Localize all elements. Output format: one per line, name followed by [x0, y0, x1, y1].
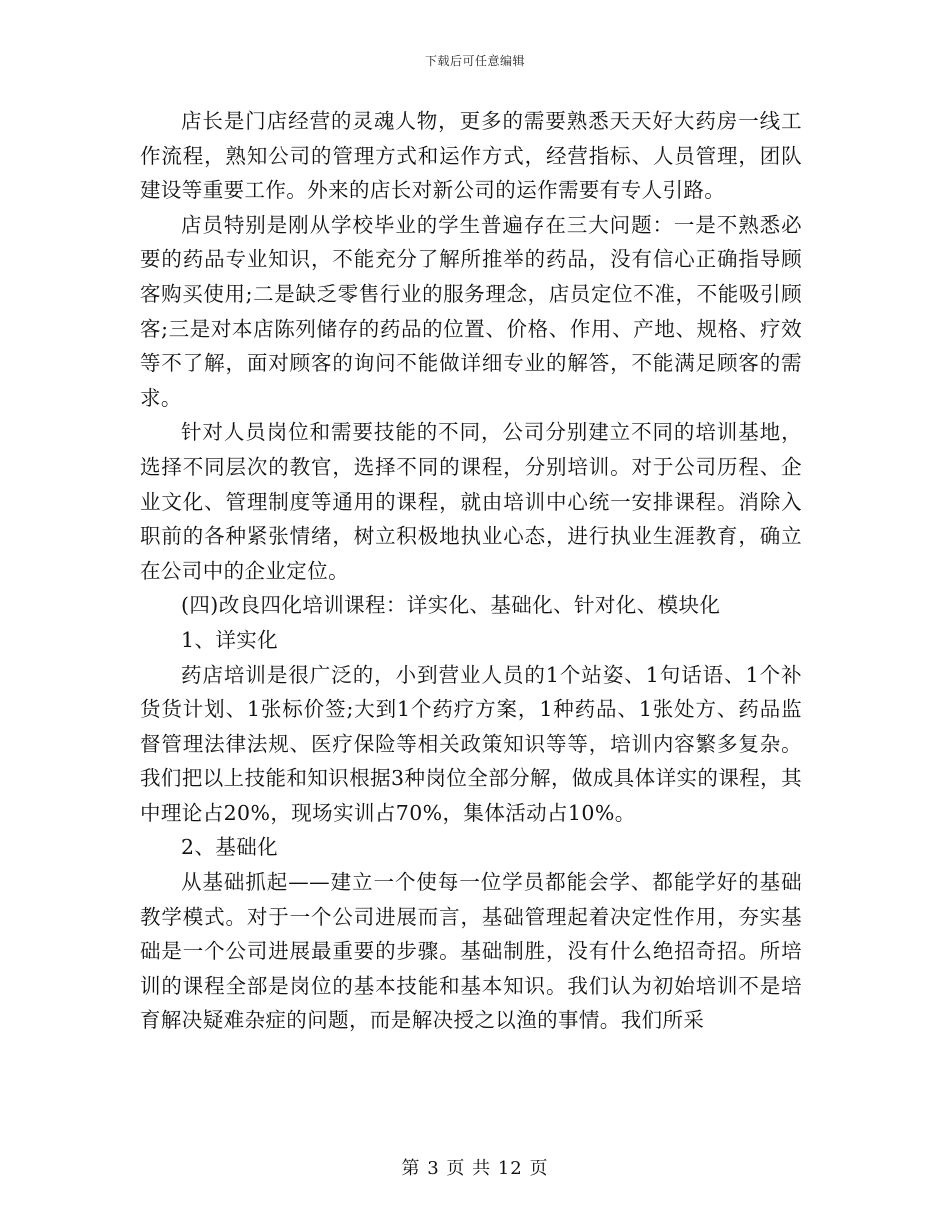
- subheading-detailed: 1、详实化: [181, 627, 279, 652]
- page-header-note: 下载后可任意编辑: [424, 54, 525, 68]
- paragraph-training-bases: 针对人员岗位和需要技能的不同，公司分别建立不同的培训基地，选择不同层次的教官，选择不同的课程，分别培训。对于公司历程、企业文化、管理制度等通用的课程，就由培训中心统一安排课程。消除入职前的各种紧张情绪，树立积极地执业心态，进行执业生涯教育，确立在公司中的企业定位。: [140, 420, 802, 583]
- paragraph-store-manager: 店长是门店经营的灵魂人物，更多的需要熟悉天天好大药房一线工作流程，熟知公司的管理方式和运作方式，经营指标、人员管理，团队建设等重要工作。外来的店长对新公司的运作需要有专人引路。: [140, 109, 802, 203]
- document-body: [140, 104, 802, 1038]
- subheading-basic: 2、基础化: [181, 835, 279, 860]
- paragraph-detailed: 药店培训是很广泛的，小到营业人员的1个站姿、1句话语、1个补货货计划、1张标价签;大到1个药疗方案，1种药品、1张处方、药品监督管理法律法规、医疗保险等相关政策知识等等，培训内容繁多复杂。我们把以上技能和知识根据3种岗位全部分解，做成具体详实的课程，其中理论占20%，现场实训占70%，集体活动占10%。: [140, 662, 802, 825]
- section-heading-four: (四)改良四化培训课程：详实化、基础化、针对化、模块化: [181, 593, 721, 618]
- paragraph-basic: 从基础抓起——建立一个使每一位学员都能会学、都能学好的基础教学模式。对于一个公司进展而言，基础管理起着决定性作用，夯实基础是一个公司进展最重要的步骤。基础制胜，没有什么绝招奇招。所培训的课程全部是岗位的基本技能和基本知识。我们认为初始培训不是培育解决疑难杂症的问题，而是解决授之以渔的事情。我们所采: [140, 870, 802, 1033]
- paragraph-store-clerk: 店员特别是刚从学校毕业的学生普遍存在三大问题：一是不熟悉必要的药品专业知识，不能充分了解所推举的药品，没有信心正确指导顾客购买使用;二是缺乏零售行业的服务理念，店员定位不准，不能吸引顾客;三是对本店陈列储存的药品的位置、价格、作用、产地、规格、疗效等不了解，面对顾客的询问不能做详细专业的解答，不能满足顾客的需求。: [140, 212, 802, 410]
- page-number-footer: 第 3 页 共 12 页: [401, 1158, 549, 1179]
